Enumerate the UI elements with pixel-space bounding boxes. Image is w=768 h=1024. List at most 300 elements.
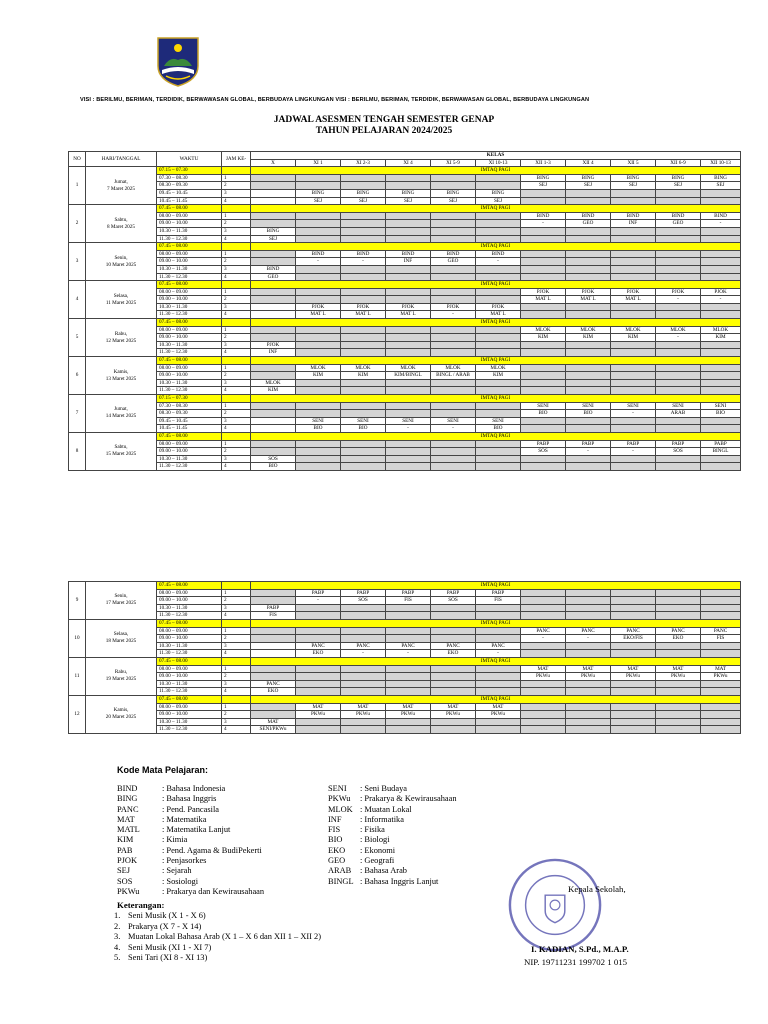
subject-cell: SEJ — [656, 182, 701, 190]
subject-cell — [476, 220, 521, 228]
subject-cell — [296, 273, 341, 281]
kode-code: PKWu — [328, 794, 351, 804]
subject-cell — [251, 258, 296, 266]
header-class: XI 2-3 — [341, 159, 386, 167]
subject-cell — [296, 341, 341, 349]
day-name: Selasa, — [113, 292, 129, 299]
table-row — [69, 650, 741, 658]
table-row — [69, 364, 741, 372]
subject-cell: PABP — [701, 440, 741, 448]
kode-item — [328, 805, 457, 815]
title-line-2: TAHUN PELAJARAN 2024/2025 — [315, 126, 453, 136]
subject-cell — [656, 642, 701, 650]
subject-cell — [701, 265, 741, 273]
jam-cell: 1 — [222, 174, 251, 182]
imtaq-label: IMTAQ PAGI — [251, 432, 741, 440]
subject-cell — [656, 387, 701, 395]
subject-cell: PJOK — [431, 303, 476, 311]
subject-cell — [611, 642, 656, 650]
subject-cell — [386, 288, 431, 296]
header-waktu: WAKTU — [157, 152, 222, 167]
subject-cell — [296, 227, 341, 235]
waktu-cell: 10.30 – 11.30 — [157, 718, 222, 726]
subject-cell: BIO — [296, 425, 341, 433]
subject-cell — [701, 642, 741, 650]
table-row — [69, 227, 741, 235]
imtaq-time: 07.45 – 08.00 — [157, 695, 222, 703]
jam-cell: 3 — [222, 189, 251, 197]
subject-cell — [476, 455, 521, 463]
subject-cell: PJOK — [611, 288, 656, 296]
subject-cell — [611, 372, 656, 380]
subject-cell — [251, 296, 296, 304]
imtaq-row — [69, 619, 741, 627]
subject-cell — [296, 402, 341, 410]
subject-cell — [566, 604, 611, 612]
subject-cell — [521, 726, 566, 734]
subject-cell — [476, 326, 521, 334]
jam-cell: 3 — [222, 680, 251, 688]
subject-cell — [431, 349, 476, 357]
subject-cell — [656, 680, 701, 688]
jam-cell: 1 — [222, 703, 251, 711]
subject-cell — [476, 627, 521, 635]
subject-cell — [701, 311, 741, 319]
subject-cell — [431, 288, 476, 296]
subject-cell — [296, 463, 341, 471]
subject-cell — [431, 341, 476, 349]
subject-cell: PKWu — [476, 711, 521, 719]
subject-cell: - — [431, 311, 476, 319]
subject-cell: - — [476, 650, 521, 658]
subject-cell: PKWu — [386, 711, 431, 719]
subject-cell: MAT L — [476, 311, 521, 319]
kode-item — [328, 794, 457, 804]
subject-cell — [431, 440, 476, 448]
subject-cell — [251, 635, 296, 643]
subject-cell — [521, 258, 566, 266]
imtaq-row — [69, 657, 741, 665]
subject-cell — [386, 265, 431, 273]
subject-cell: INF — [251, 349, 296, 357]
subject-cell — [476, 235, 521, 243]
jam-cell: 4 — [222, 726, 251, 734]
imtaq-row — [69, 695, 741, 703]
subject-cell: PANC — [521, 627, 566, 635]
subject-cell — [386, 349, 431, 357]
subject-cell — [386, 448, 431, 456]
subject-cell: PANC — [656, 627, 701, 635]
jam-cell: 1 — [222, 627, 251, 635]
subject-cell — [251, 597, 296, 605]
keterangan-number: 3. — [114, 932, 121, 941]
jam-cell: 1 — [222, 250, 251, 258]
subject-cell — [386, 334, 431, 342]
jam-cell: 1 — [222, 212, 251, 220]
kode-item — [117, 815, 264, 825]
subject-cell: EKO — [296, 650, 341, 658]
subject-cell — [521, 680, 566, 688]
subject-cell — [341, 688, 386, 696]
subject-cell: PJOK — [656, 288, 701, 296]
subject-cell — [566, 425, 611, 433]
waktu-cell: 08.00 – 09.00 — [157, 703, 222, 711]
day-tanggal: 15 Maret 2025 — [105, 451, 137, 458]
subject-cell — [656, 703, 701, 711]
imtaq-time: 07.45 – 08.00 — [157, 243, 222, 251]
imtaq-row — [69, 357, 741, 365]
subject-cell — [341, 227, 386, 235]
kode-name: : Sejarah — [162, 866, 192, 876]
subject-cell — [296, 680, 341, 688]
subject-cell: SENI — [566, 402, 611, 410]
subject-cell — [386, 174, 431, 182]
title-line-1: JADWAL ASESMEN TENGAH SEMESTER GENAP — [273, 115, 495, 125]
subject-cell — [611, 364, 656, 372]
subject-cell: BING — [341, 189, 386, 197]
table-row — [69, 235, 741, 243]
subject-cell — [611, 273, 656, 281]
jam-cell: 1 — [222, 440, 251, 448]
table-row — [69, 425, 741, 433]
imtaq-jam — [222, 432, 251, 440]
kode-code: PANC — [117, 804, 139, 814]
day-name: Sabtu, — [114, 216, 128, 223]
subject-cell: MLOK — [656, 326, 701, 334]
subject-cell — [341, 410, 386, 418]
subject-cell — [701, 250, 741, 258]
table-row — [69, 718, 741, 726]
day-number: 11 — [69, 657, 86, 695]
subject-cell — [566, 379, 611, 387]
subject-cell: KIM — [251, 387, 296, 395]
table-row — [69, 597, 741, 605]
subject-cell — [431, 604, 476, 612]
subject-cell — [341, 235, 386, 243]
kode-code: PKWu — [117, 886, 140, 896]
subject-cell — [566, 589, 611, 597]
imtaq-jam — [222, 695, 251, 703]
table-row — [69, 711, 741, 719]
table-row — [69, 455, 741, 463]
subject-cell — [701, 349, 741, 357]
subject-cell — [341, 182, 386, 190]
subject-cell: BING — [296, 189, 341, 197]
subject-cell — [521, 425, 566, 433]
keterangan-number: 4. — [114, 942, 121, 952]
subject-cell: SENI — [701, 402, 741, 410]
subject-cell: SENI — [656, 402, 701, 410]
subject-cell: BIO — [566, 410, 611, 418]
subject-cell — [386, 463, 431, 471]
subject-cell — [251, 311, 296, 319]
imtaq-row — [69, 281, 741, 289]
subject-cell: BIND — [566, 212, 611, 220]
waktu-cell: 09.00 – 10.00 — [157, 258, 222, 266]
subject-cell: KIM — [341, 372, 386, 380]
subject-cell — [296, 410, 341, 418]
day-date — [86, 357, 157, 395]
day-tanggal: 17 Maret 2025 — [105, 600, 137, 607]
waktu-cell: 11.30 – 12.30 — [157, 349, 222, 357]
subject-cell — [476, 718, 521, 726]
subject-cell: EKO — [251, 688, 296, 696]
subject-cell — [656, 463, 701, 471]
subject-cell — [251, 589, 296, 597]
subject-cell — [656, 417, 701, 425]
subject-cell — [611, 197, 656, 205]
subject-cell — [521, 273, 566, 281]
table-row — [69, 372, 741, 380]
subject-cell — [251, 410, 296, 418]
waktu-cell: 08.00 – 09.00 — [157, 250, 222, 258]
keterangan-text: Seni Musik (XI 1 - XI 7) — [128, 942, 212, 952]
imtaq-row — [69, 319, 741, 327]
subject-cell — [701, 372, 741, 380]
imtaq-jam — [222, 281, 251, 289]
subject-cell — [611, 379, 656, 387]
kode-item — [328, 815, 457, 825]
subject-cell — [566, 349, 611, 357]
subject-cell — [656, 379, 701, 387]
subject-cell — [296, 265, 341, 273]
subject-cell — [521, 604, 566, 612]
subject-cell — [701, 597, 741, 605]
subject-cell — [296, 174, 341, 182]
subject-cell: - — [566, 635, 611, 643]
table-row — [69, 612, 741, 620]
kode-item — [117, 877, 264, 887]
subject-cell — [701, 455, 741, 463]
subject-cell — [431, 627, 476, 635]
kode-item — [328, 825, 457, 835]
jam-cell: 1 — [222, 589, 251, 597]
subject-cell: PKWu — [566, 673, 611, 681]
subject-cell — [656, 425, 701, 433]
subject-cell — [251, 448, 296, 456]
subject-cell — [431, 273, 476, 281]
subject-cell — [566, 372, 611, 380]
day-date — [86, 395, 157, 433]
keterangan-title: Keterangan: — [117, 900, 165, 910]
table-row — [69, 680, 741, 688]
subject-cell: BIND — [521, 212, 566, 220]
subject-cell: EKO — [431, 650, 476, 658]
table-row — [69, 334, 741, 342]
subject-cell: ARAB — [656, 410, 701, 418]
header-class: XII 1-3 — [521, 159, 566, 167]
subject-cell — [431, 402, 476, 410]
keterangan-number: 2. — [114, 921, 121, 931]
subject-cell: PABP — [296, 589, 341, 597]
subject-cell — [656, 349, 701, 357]
day-date — [86, 657, 157, 695]
imtaq-jam — [222, 167, 251, 175]
subject-cell — [341, 387, 386, 395]
kode-item — [328, 856, 457, 866]
subject-cell — [296, 326, 341, 334]
table-row — [69, 326, 741, 334]
subject-cell: MAT L — [341, 311, 386, 319]
kode-name: : Matematika Lanjut — [162, 825, 231, 835]
subject-cell — [251, 250, 296, 258]
subject-cell: SEJ — [386, 197, 431, 205]
province-logo — [154, 36, 202, 88]
subject-cell — [521, 463, 566, 471]
subject-cell — [521, 311, 566, 319]
subject-cell — [701, 379, 741, 387]
imtaq-time: 07.45 – 08.00 — [157, 619, 222, 627]
subject-cell: GEO — [431, 258, 476, 266]
day-number: 3 — [69, 243, 86, 281]
subject-cell — [566, 642, 611, 650]
subject-cell: MAT — [296, 703, 341, 711]
subject-cell — [431, 410, 476, 418]
waktu-cell: 10.45 – 11.45 — [157, 197, 222, 205]
subject-cell — [431, 326, 476, 334]
subject-cell — [611, 311, 656, 319]
subject-cell: PJOK — [476, 303, 521, 311]
kode-item — [328, 877, 457, 887]
subject-cell — [341, 612, 386, 620]
subject-cell: - — [656, 296, 701, 304]
subject-cell — [476, 612, 521, 620]
imtaq-row — [69, 582, 741, 590]
subject-cell — [386, 665, 431, 673]
subject-cell — [656, 589, 701, 597]
imtaq-row — [69, 243, 741, 251]
subject-cell — [611, 589, 656, 597]
jam-cell: 3 — [222, 303, 251, 311]
subject-cell — [251, 711, 296, 719]
subject-cell — [341, 379, 386, 387]
imtaq-time: 07.45 – 08.00 — [157, 281, 222, 289]
subject-cell: SENI — [341, 417, 386, 425]
subject-cell: MAT — [521, 665, 566, 673]
subject-cell: BING — [251, 227, 296, 235]
subject-cell — [656, 258, 701, 266]
subject-cell — [431, 448, 476, 456]
subject-cell — [476, 265, 521, 273]
subject-cell — [341, 326, 386, 334]
subject-cell — [701, 303, 741, 311]
day-tanggal: 8 Maret 2025 — [107, 223, 135, 230]
kode-item — [117, 835, 264, 845]
kode-list-left — [117, 784, 264, 897]
subject-cell — [521, 379, 566, 387]
subject-cell — [566, 189, 611, 197]
subject-cell — [701, 688, 741, 696]
imtaq-time: 07.45 – 08.00 — [157, 205, 222, 213]
table-row — [69, 212, 741, 220]
jam-cell: 3 — [222, 642, 251, 650]
keterangan-number: 5. — [114, 953, 121, 962]
subject-cell: - — [701, 220, 741, 228]
subject-cell — [341, 673, 386, 681]
subject-cell: INF — [386, 258, 431, 266]
subject-cell — [386, 402, 431, 410]
subject-cell — [611, 612, 656, 620]
subject-cell — [296, 334, 341, 342]
subject-cell — [566, 718, 611, 726]
subject-cell — [566, 597, 611, 605]
subject-cell — [476, 341, 521, 349]
subject-cell — [341, 220, 386, 228]
subject-cell: FIS — [386, 597, 431, 605]
subject-cell — [296, 440, 341, 448]
waktu-cell: 11.30 – 12.30 — [157, 387, 222, 395]
waktu-cell: 09.00 – 10.00 — [157, 220, 222, 228]
kode-code: MAT — [117, 814, 135, 824]
subject-cell — [611, 703, 656, 711]
imtaq-label: IMTAQ PAGI — [251, 167, 741, 175]
subject-cell: SEJ — [521, 182, 566, 190]
subject-cell: MAT — [566, 665, 611, 673]
kode-item — [328, 846, 457, 856]
day-number: 4 — [69, 281, 86, 319]
imtaq-row — [69, 432, 741, 440]
subject-cell — [476, 635, 521, 643]
jam-cell: 4 — [222, 612, 251, 620]
kode-name: : Seni Budaya — [360, 784, 407, 793]
subject-cell — [476, 387, 521, 395]
subject-cell: - — [521, 635, 566, 643]
table-row — [69, 642, 741, 650]
kode-item — [117, 784, 264, 794]
subject-cell — [296, 673, 341, 681]
day-date — [86, 243, 157, 281]
subject-cell: PABP — [431, 589, 476, 597]
jam-cell: 3 — [222, 604, 251, 612]
subject-cell — [341, 349, 386, 357]
day-number: 8 — [69, 432, 86, 470]
subject-cell — [566, 273, 611, 281]
jam-cell: 2 — [222, 220, 251, 228]
subject-cell — [431, 220, 476, 228]
subject-cell — [431, 665, 476, 673]
subject-cell: BIO — [476, 425, 521, 433]
subject-cell — [296, 379, 341, 387]
subject-cell — [341, 273, 386, 281]
jam-cell: 3 — [222, 341, 251, 349]
subject-cell: BIND — [296, 250, 341, 258]
subject-cell — [386, 680, 431, 688]
waktu-cell: 08.30 – 09.30 — [157, 410, 222, 418]
subject-cell — [251, 197, 296, 205]
subject-cell — [701, 463, 741, 471]
subject-cell: INF — [611, 220, 656, 228]
subject-cell: FIS — [476, 597, 521, 605]
subject-cell — [521, 455, 566, 463]
table-row — [69, 627, 741, 635]
subject-cell — [296, 455, 341, 463]
subject-cell — [701, 589, 741, 597]
table-row — [69, 635, 741, 643]
day-number: 2 — [69, 205, 86, 243]
subject-cell — [431, 235, 476, 243]
subject-cell — [566, 311, 611, 319]
subject-cell — [701, 364, 741, 372]
subject-cell: MLOK — [251, 379, 296, 387]
subject-cell: SENI — [611, 402, 656, 410]
subject-cell — [431, 673, 476, 681]
jam-cell: 4 — [222, 273, 251, 281]
subject-cell — [476, 379, 521, 387]
subject-cell — [701, 726, 741, 734]
table-row — [69, 349, 741, 357]
table-row — [69, 417, 741, 425]
subject-cell: PJOK — [521, 288, 566, 296]
